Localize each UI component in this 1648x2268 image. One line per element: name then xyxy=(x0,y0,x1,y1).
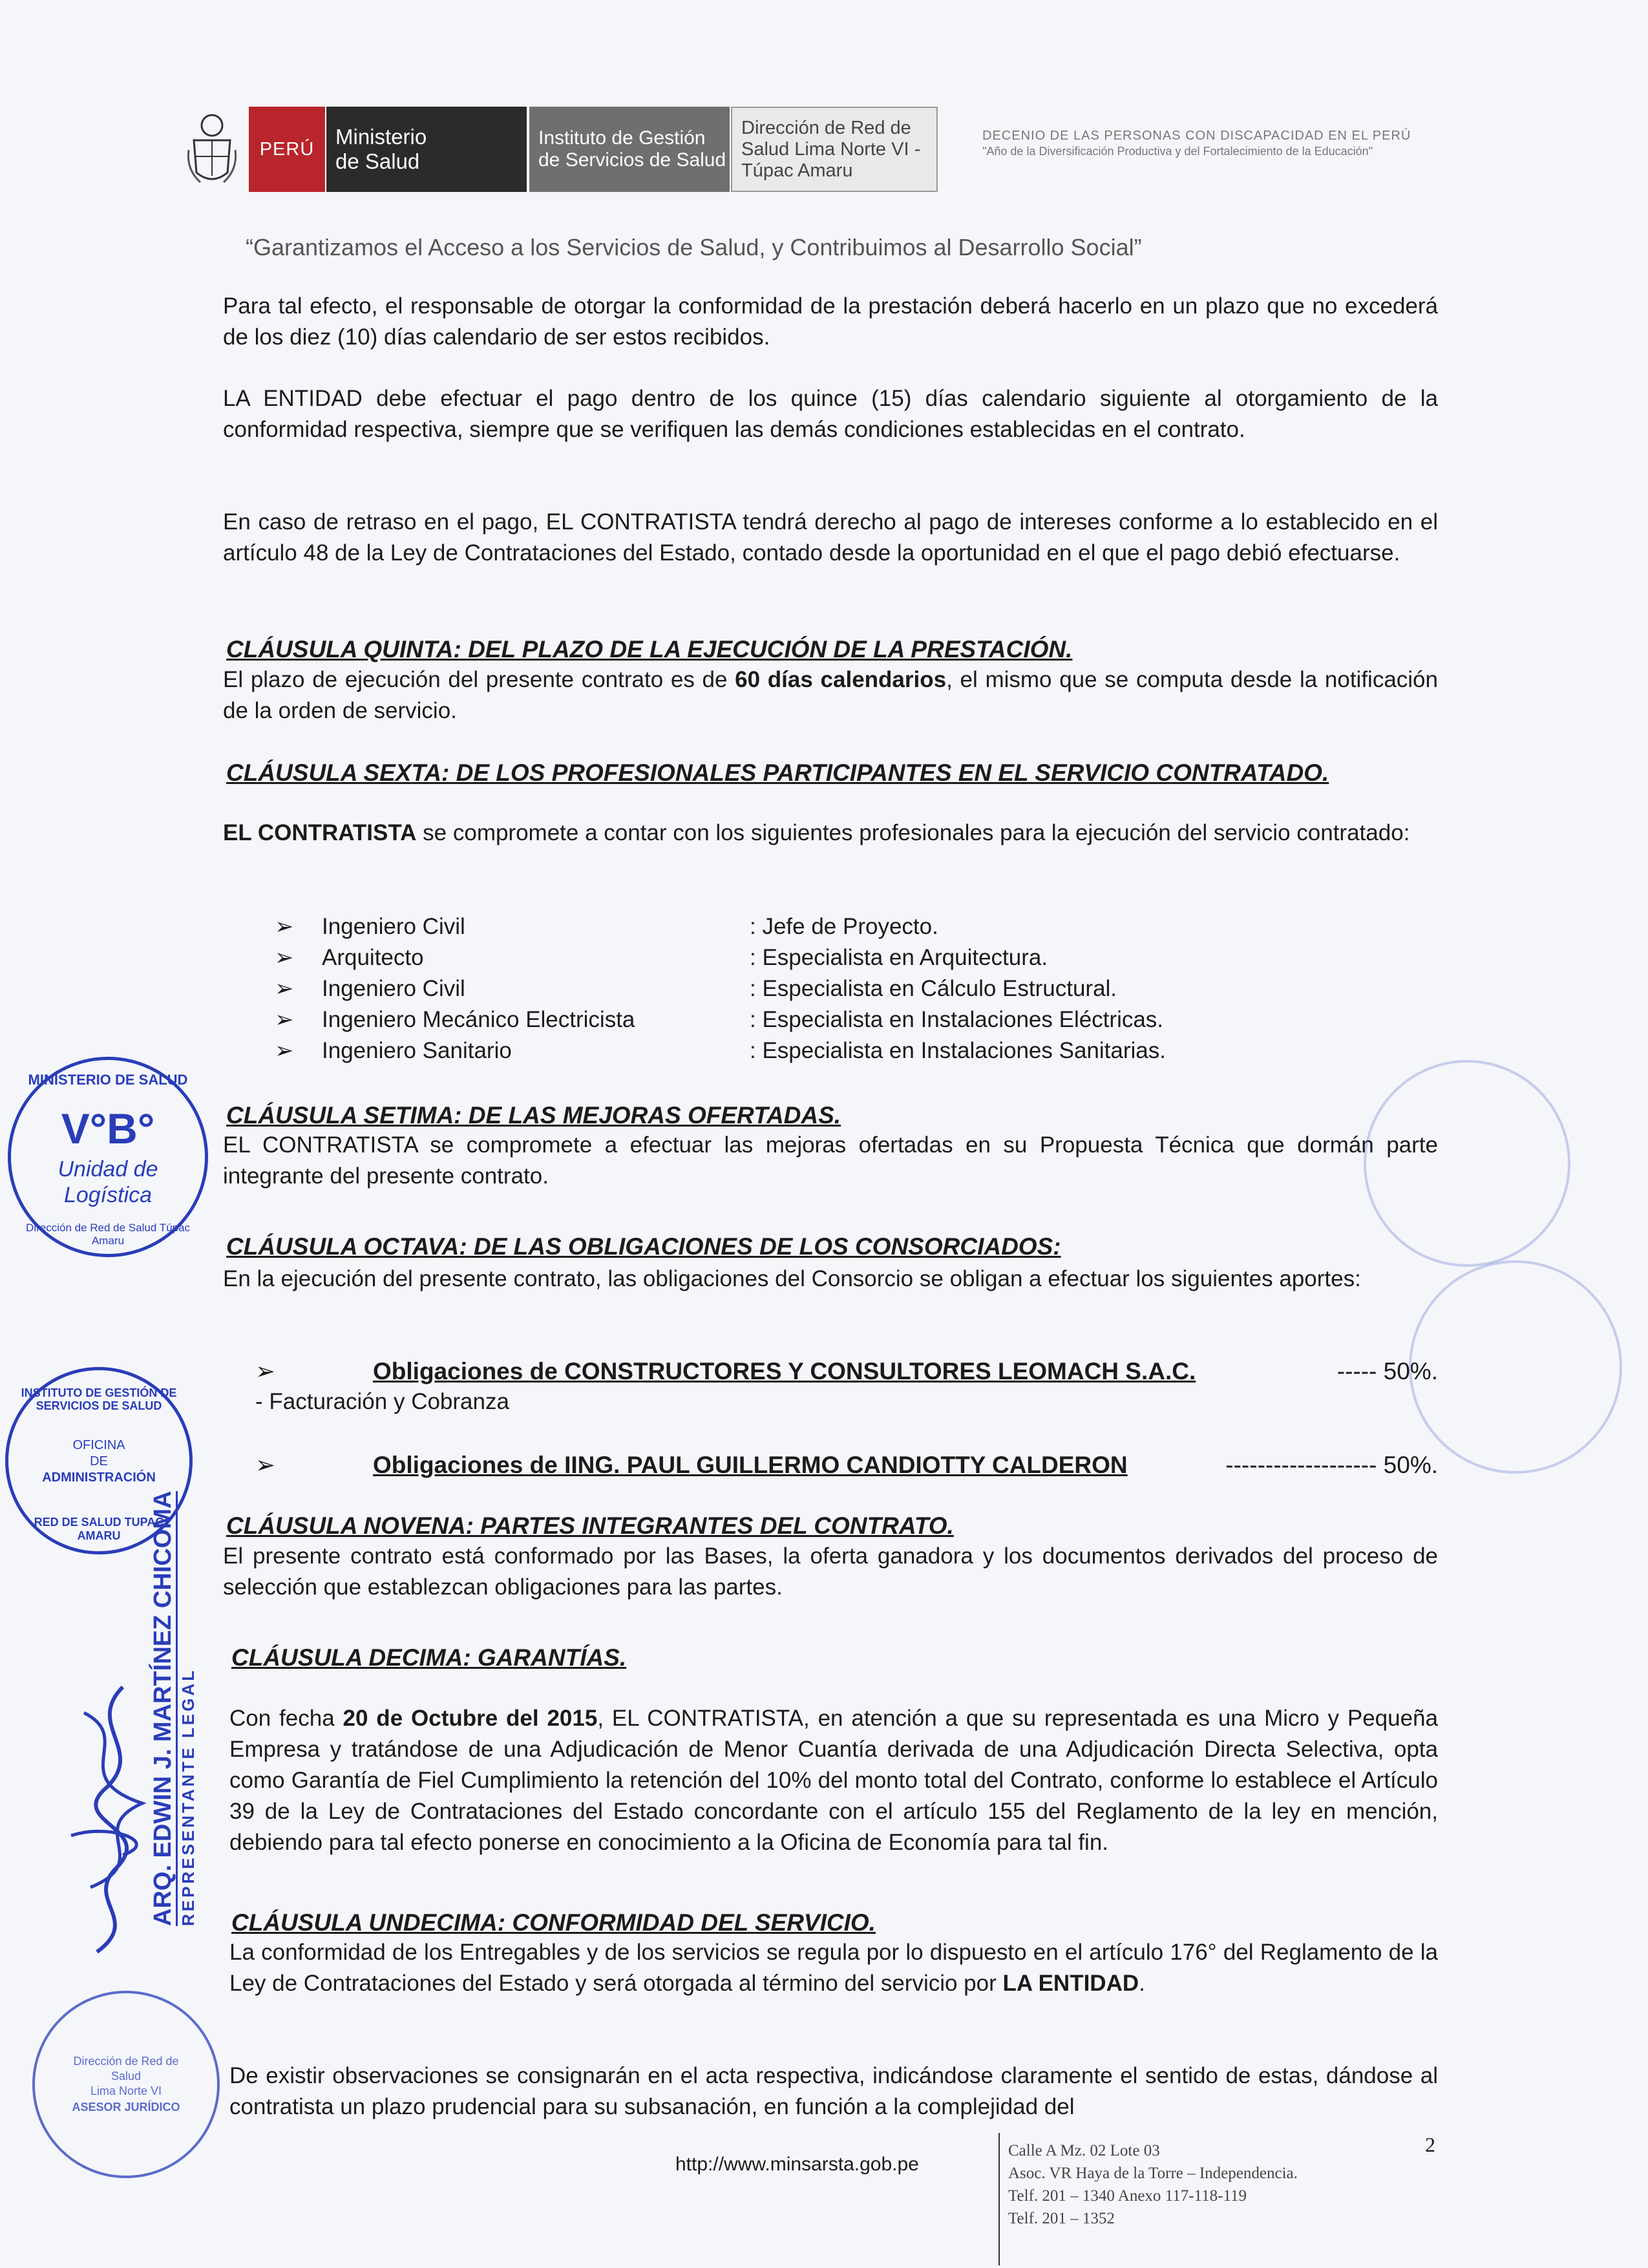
obligation-row-candiotty xyxy=(252,1450,1438,1481)
stamp-line-3: Lima Norte VI xyxy=(90,2084,162,2097)
heading-clausula-quinta: CLÁUSULA QUINTA: DEL PLAZO DE LA EJECUCIÓN DE LA PRESTACIÓN. xyxy=(226,636,1073,662)
legal-representative-stamp xyxy=(150,1491,198,1926)
ministerio-line-1: Ministerio xyxy=(335,125,427,149)
asesor-juridico-stamp xyxy=(32,1991,220,2178)
instituto-line-2: de Servicios de Salud xyxy=(538,149,726,171)
ministerio-line-2: de Salud xyxy=(335,149,420,173)
professional-row xyxy=(275,1035,1309,1066)
professional-row xyxy=(275,973,1309,1004)
stamp-ring-top: INSTITUTO DE GESTIÓN DE SERVICIOS DE SALUD xyxy=(21,1386,177,1412)
stamp-line-2: Logística xyxy=(63,1183,153,1207)
plazo-text-a: El plazo de ejecución del presente contrato es de xyxy=(223,667,735,692)
professional-role: Arquitecto xyxy=(322,945,424,970)
heading-clausula-octava: CLÁUSULA OCTAVA: DE LAS OBLIGACIONES DE LOS CONSORCIADOS: xyxy=(226,1233,1061,1260)
address-line-2: Asoc. VR Haya de la Torre – Independencia. xyxy=(1008,2165,1298,2182)
obligation-percent: ----- 50%. xyxy=(1336,1358,1438,1384)
ministerio-logo-box xyxy=(325,107,527,192)
la-entidad-bold: LA ENTIDAD xyxy=(1002,1971,1139,1996)
arrow-bullet-icon: ➢ xyxy=(275,945,294,970)
stamp-ring-top: MINISTERIO DE SALUD xyxy=(28,1072,188,1088)
heading-clausula-setima: CLÁUSULA SETIMA: DE LAS MEJORAS OFERTADAS. xyxy=(226,1102,841,1129)
legal-title: REPRESENTANTE LEGAL xyxy=(178,1668,198,1926)
profesionales-text: se compromete a contar con los siguientes profesionales para la ejecución del servicio contratado: xyxy=(416,820,1410,845)
paragraph-observaciones: De existir observaciones se consignarán en el acta respectiva, indicándose claramente el sentido de estas, dándose al contratista un plazo prudencial para su subsanación, en función a la complejidad del xyxy=(229,2063,1438,2119)
heading-clausula-sexta: CLÁUSULA SEXTA: DE LOS PROFESIONALES PARTICIPANTES EN EL SERVICIO CONTRATADO. xyxy=(226,759,1329,786)
professional-specialty: : Especialista en Instalaciones Sanitarias. xyxy=(750,1038,1166,1063)
stamp-line-1: Dirección de Red de xyxy=(73,2055,179,2068)
address-line-4: Telf. 201 – 1352 xyxy=(1008,2210,1115,2227)
paragraph-plazo-ejecucion xyxy=(223,664,1438,726)
peru-logo-box xyxy=(249,107,325,192)
stamp-line-2: DE xyxy=(90,1454,108,1468)
conformidad-text-c: . xyxy=(1139,1971,1145,1996)
decenio-text xyxy=(982,128,1499,159)
instituto-logo-box xyxy=(528,107,730,192)
vb-logistica-stamp xyxy=(8,1057,208,1257)
stamp-line-2: Salud xyxy=(111,2070,142,2083)
professional-specialty: : Especialista en Cálculo Estructural. xyxy=(750,976,1117,1001)
arrow-bullet-icon: ➢ xyxy=(255,1358,276,1384)
professional-specialty: : Especialista en Instalaciones Eléctricas. xyxy=(750,1007,1164,1032)
obligation-name: Obligaciones de CONSTRUCTORES Y CONSULTORES LEOMACH S.A.C. xyxy=(373,1358,1196,1384)
paragraph-pago: LA ENTIDAD debe efectuar el pago dentro de los quince (15) días calendario siguiente al otorgamiento de la conformidad respectiva, siempre que se verifiquen las demás condiciones establecidas en el contrato. xyxy=(223,386,1438,442)
heading-clausula-decima: CLÁUSULA DECIMA: GARANTÍAS. xyxy=(231,1644,627,1671)
paragraph-retraso-pago: En caso de retraso en el pago, EL CONTRATISTA tendrá derecho al pago de intereses conforme a lo establecido en el artículo 48 de la Ley de Contrataciones del Estado, contado desde la oportunidad en el que el pago debió efectuarse. xyxy=(223,509,1438,566)
stamp-line-3: ADMINISTRACIÓN xyxy=(42,1470,156,1485)
direccion-logo-box xyxy=(731,107,938,192)
paragraph-partes-integrantes: El presente contrato está conformado por las Bases, la oferta ganadora y los documentos derivados del proceso de selección que establezcan obligaciones para las partes. xyxy=(223,1543,1438,1600)
direccion-line-2: Salud Lima Norte VI - xyxy=(741,138,921,160)
stamp-vb: V°B° xyxy=(61,1105,155,1152)
instituto-line-1: Instituto de Gestión xyxy=(538,127,706,149)
paragraph-garantias xyxy=(229,1703,1438,1858)
plazo-text-c: , el mismo que se computa desde la notificación de la orden de servicio. xyxy=(223,667,1438,723)
heading-clausula-novena: CLÁUSULA NOVENA: PARTES INTEGRANTES DEL CONTRATO. xyxy=(226,1512,954,1539)
decenio-line-2: "Año de la Diversificación Productiva y del Fortalecimiento de la Educación" xyxy=(982,145,1373,158)
paragraph-conformidad-plazo: Para tal efecto, el responsable de otorgar la conformidad de la prestación deberá hacerlo en un plazo que no excederá de los diez (10) días calendario de ser estos recibidos. xyxy=(223,293,1438,350)
garantias-date: 20 de Octubre del 2015 xyxy=(343,1706,598,1731)
arrow-bullet-icon: ➢ xyxy=(275,1007,294,1032)
decenio-line-1: DECENIO DE LAS PERSONAS CON DISCAPACIDAD EN EL PERÚ xyxy=(982,129,1411,143)
faint-stamp-right-1 xyxy=(1364,1060,1570,1267)
paragraph-obligaciones: En la ejecución del presente contrato, las obligaciones del Consorcio se obligan a efectuar los siguientes aportes: xyxy=(223,1266,1361,1291)
footer-divider xyxy=(998,2133,1000,2265)
contratista-bold: EL CONTRATISTA xyxy=(223,820,417,845)
paragraph-mejoras: EL CONTRATISTA se compromete a efectuar las mejoras ofertadas en su Propuesta Técnica que dormán parte integrante del presente contrato. xyxy=(223,1132,1438,1189)
conformidad-text-a: La conformidad de los Entregables y de los servicios se regula por lo dispuesto en el artículo 176° del Reglamento de la Ley de Contrataciones del Estado y será otorgada al término del servicio por xyxy=(229,1940,1438,1996)
arrow-bullet-icon: ➢ xyxy=(275,976,294,1001)
professional-row xyxy=(275,942,1309,973)
professional-role: Ingeniero Mecánico Electricista xyxy=(322,1007,635,1032)
stamp-line-1: Unidad de xyxy=(58,1157,158,1182)
professional-specialty: : Jefe de Proyecto. xyxy=(750,914,938,939)
obligation-sub-item: - Facturación y Cobranza xyxy=(255,1389,509,1414)
professional-specialty: : Especialista en Arquitectura. xyxy=(750,945,1048,970)
professional-row xyxy=(275,911,1309,942)
stamp-line-4: ASESOR JURÍDICO xyxy=(72,2101,180,2114)
arrow-bullet-icon: ➢ xyxy=(255,1452,276,1478)
legal-name: ARQ. EDWIN J. MARTÍNEZ CHICOMA xyxy=(149,1490,176,1926)
heading-clausula-undecima: CLÁUSULA UNDECIMA: CONFORMIDAD DEL SERVICIO. xyxy=(231,1909,876,1936)
address-line-1: Calle A Mz. 02 Lote 03 xyxy=(1008,2142,1160,2159)
obligation-row-leomach xyxy=(252,1356,1438,1387)
paragraph-conformidad-servicio xyxy=(229,1937,1438,1999)
stamp-ring-bottom: Dirección de Red de Salud Túpac Amaru xyxy=(26,1222,190,1247)
professional-row xyxy=(275,1004,1309,1035)
obligation-name: Obligaciones de IING. PAUL GUILLERMO CANDIOTTY CALDERON xyxy=(373,1452,1128,1478)
plazo-days: 60 días calendarios xyxy=(735,667,947,692)
address-line-3: Telf. 201 – 1340 Anexo 117-118-119 xyxy=(1008,2187,1247,2205)
institutional-motto: “Garantizamos el Acceso a los Servicios de Salud, y Contribuimos al Desarrollo Social” xyxy=(246,234,1142,260)
faint-stamp-right-2 xyxy=(1409,1260,1622,1474)
arrow-bullet-icon: ➢ xyxy=(275,1038,294,1063)
professional-role: Ingeniero Civil xyxy=(322,914,465,939)
footer-address xyxy=(1008,2139,1298,2230)
obligation-percent: ------------------- 50%. xyxy=(1225,1452,1438,1478)
peru-coat-of-arms-icon xyxy=(187,111,237,187)
paragraph-profesionales xyxy=(223,818,1438,849)
stamp-line-1: OFICINA xyxy=(72,1438,125,1452)
footer-url: http://www.minsarsta.gob.pe xyxy=(675,2154,919,2175)
arrow-bullet-icon: ➢ xyxy=(275,914,294,939)
garantias-text-a: Con fecha xyxy=(229,1706,343,1731)
professional-role: Ingeniero Civil xyxy=(322,976,465,1001)
direccion-line-1: Dirección de Red de xyxy=(741,117,911,138)
direccion-line-3: Túpac Amaru xyxy=(741,160,853,181)
garantias-text-c: , EL CONTRATISTA, en atención a que su representada es una Micro y Pequeña Empresa y tratándose de una Adjudicación de Menor Cuantía derivada de una Adjudicación Directa Selectiva, opta como Garantía de Fiel Cumplimiento la retención del 10% del monto total del Contrato, conforme lo establece el Artículo 39 de la Ley de Contrataciones del Estado concordante con el artículo 155 del Reglamento de la ley en mención, debiendo para tal efecto ponerse en conocimiento a la Oficina de Economía para tal fin. xyxy=(229,1706,1438,1855)
page-number: 2 xyxy=(1425,2133,1435,2156)
professional-role: Ingeniero Sanitario xyxy=(322,1038,512,1063)
stamp-ring-bottom: RED DE SALUD TUPAC AMARU xyxy=(34,1516,164,1542)
peru-label: PERÚ xyxy=(259,139,315,160)
